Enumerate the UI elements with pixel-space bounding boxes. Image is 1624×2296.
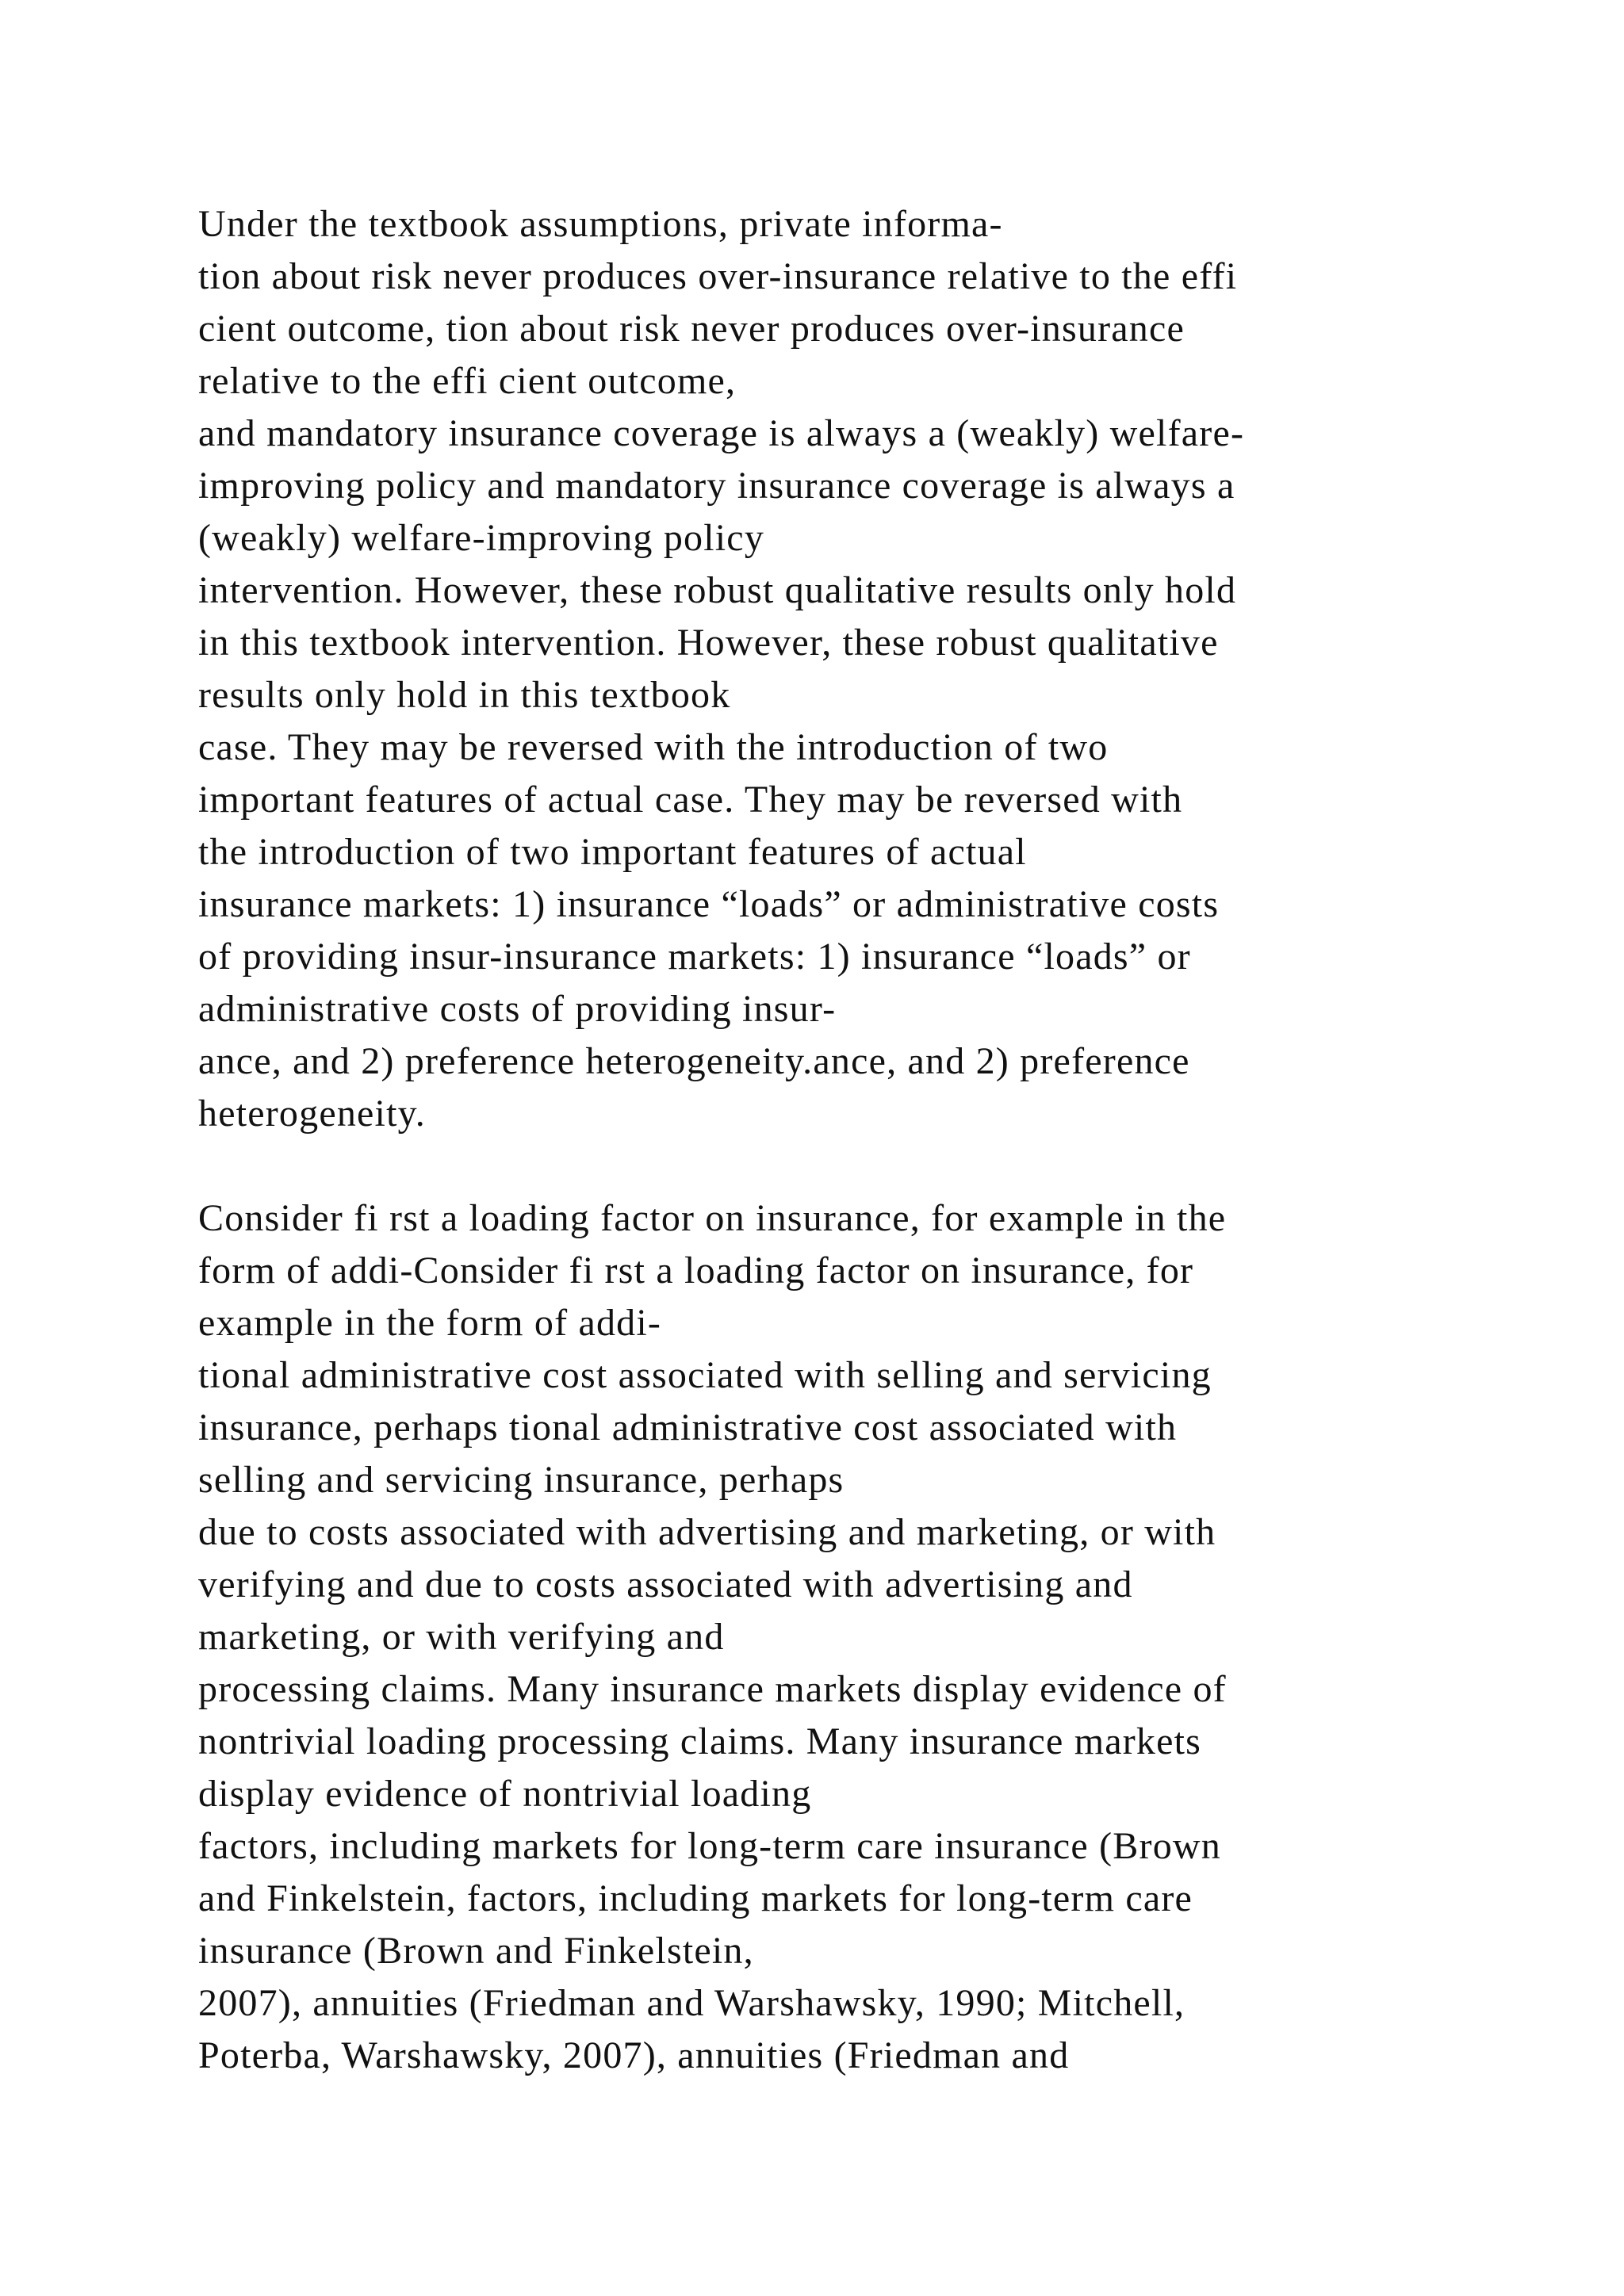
text-line: relative to the effi cient outcome, xyxy=(198,360,737,402)
text-line: case. They may be reversed with the introduction of two xyxy=(198,726,1109,768)
text-line: tional administrative cost associated with selling and servicing xyxy=(198,1354,1212,1396)
text-line: factors, including markets for long-term care insurance (Brown xyxy=(198,1825,1221,1867)
text-line: and mandatory insurance coverage is always a (weakly) welfare- xyxy=(198,412,1245,454)
text-line: insurance (Brown and Finkelstein, xyxy=(198,1930,754,1972)
text-line: Under the textbook assumptions, private informa- xyxy=(198,203,1003,245)
paragraph-2 xyxy=(198,1192,1467,2082)
text-line: tion about risk never produces over-insurance relative to the effi xyxy=(198,255,1238,297)
text-line: Poterba, Warshawsky, 2007), annuities (Friedman and xyxy=(198,2034,1070,2076)
text-line: in this textbook intervention. However, these robust qualitative xyxy=(198,622,1219,664)
text-line: verifying and due to costs associated with advertising and xyxy=(198,1563,1133,1605)
text-line: the introduction of two important features of actual xyxy=(198,831,1027,873)
text-line: results only hold in this textbook xyxy=(198,674,731,716)
text-line: and Finkelstein, factors, including markets for long-term care xyxy=(198,1877,1193,1919)
text-line: insurance, perhaps tional administrative cost associated with xyxy=(198,1406,1178,1448)
text-line: of providing insur-insurance markets: 1) insurance “loads” or xyxy=(198,936,1191,978)
text-line: Consider fi rst a loading factor on insurance, for example in the xyxy=(198,1197,1227,1239)
text-line: insurance markets: 1) insurance “loads” or administrative costs xyxy=(198,883,1220,925)
text-line: selling and servicing insurance, perhaps xyxy=(198,1459,845,1501)
text-line: processing claims. Many insurance markets display evidence of xyxy=(198,1668,1227,1710)
text-line: display evidence of nontrivial loading xyxy=(198,1773,812,1815)
text-line: (weakly) welfare-improving policy xyxy=(198,517,765,559)
text-line: nontrivial loading processing claims. Many insurance markets xyxy=(198,1720,1202,1762)
text-line: administrative costs of providing insur- xyxy=(198,988,837,1030)
text-line: cient outcome, tion about risk never produces over-insurance xyxy=(198,308,1185,350)
text-line: important features of actual case. They may be reversed with xyxy=(198,779,1183,821)
text-line: heterogeneity. xyxy=(198,1093,426,1135)
text-line: 2007), annuities (Friedman and Warshawsky, 1990; Mitchell, xyxy=(198,1982,1185,2024)
paragraph-spacer xyxy=(198,1140,1467,1192)
text-line: ance, and 2) preference heterogeneity.ance, and 2) preference xyxy=(198,1040,1190,1082)
text-line: marketing, or with verifying and xyxy=(198,1616,725,1658)
document-body xyxy=(198,198,1467,2082)
text-line: form of addi-Consider fi rst a loading factor on insurance, for xyxy=(198,1249,1194,1292)
text-line: improving policy and mandatory insurance coverage is always a xyxy=(198,465,1235,507)
text-line: intervention. However, these robust qualitative results only hold xyxy=(198,569,1237,611)
paragraph-1 xyxy=(198,198,1467,1140)
text-line: example in the form of addi- xyxy=(198,1302,662,1344)
text-line: due to costs associated with advertising and marketing, or with xyxy=(198,1511,1216,1553)
